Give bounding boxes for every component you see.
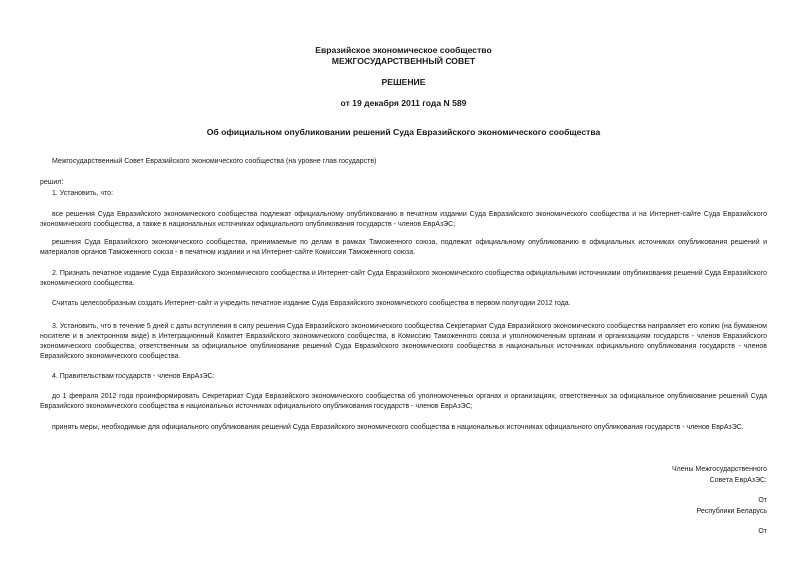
paragraph-2a: Считать целесообразным создать Интернет-сайт и учредить печатное издание Суда Евразийского экономического сообщества в первом полугодии 2012 года. (52, 300, 571, 307)
org-name: Евразийское экономическое сообщество (315, 45, 492, 55)
members-line-1: Члены Межгосударственного (672, 466, 767, 473)
paragraph-4a: до 1 февраля 2012 года проинформировать Секретариат Суда Евразийского экономического сообщества об уполномоченных органах и организациях, ответственных за официальное опубликование решений Суда Евразийского экономического сообщества в национальных источниках официального опубликования государств - членов ЕврАзЭС; (40, 393, 767, 410)
paragraph-1a: все решения Суда Евразийского экономического сообщества подлежат официальному опубликованию в печатном издании Суда Евразийского экономического сообщества и на Интернет-сайте Суда Евразийского экономического сообщества, а также в национальных источниках официального опубликования государств - членов ЕврАзЭС; (40, 211, 767, 228)
doc-type: РЕШЕНИЕ (381, 77, 426, 87)
council-name: МЕЖГОСУДАРСТВЕННЫЙ СОВЕТ (331, 56, 476, 66)
paragraph-1b: решения Суда Евразийского экономического сообщества, принимаемые по делам в рамках Таможенного союза, подлежат официальному опубликованию в официальных источниках опубликования решений и материалов органов Таможенного союза - в печатном издании и на Интернет-сайте Комиссии Таможенного союза. (40, 239, 767, 256)
signature-from-2: От (758, 528, 767, 535)
signature-from-1: От (758, 497, 767, 504)
signature-country-1: Республики Беларусь (696, 508, 767, 515)
preamble: Межгосударственный Совет Евразийского экономического сообщества (на уровне глав государств) (52, 158, 377, 165)
doc-date: от 19 декабря 2011 года N 589 (340, 98, 467, 108)
members-line-2: Совета ЕврАзЭС: (709, 477, 767, 484)
paragraph-4b: принять меры, необходимые для официального опубликования решений Суда Евразийского экономического сообщества в национальных источниках официального опубликования государств - членов ЕврАзЭС. (52, 424, 744, 431)
paragraph-2: 2. Признать печатное издание Суда Евразийского экономического сообщества и Интернет-сайт Суда Евразийского экономического сообщества официальными источниками опубликования решений Суда Евразийского экономического сообщества. (40, 270, 767, 287)
paragraph-3: 3. Установить, что в течение 5 дней с даты вступления в силу решения Суда Евразийского экономического сообщества Секретариат Суда Евразийского экономического сообщества направляет его копию (на бумажном носителе и в электронном виде) в Интеграционный Комитет Евразийского экономического сообщества, в Комиссию Таможенного союза и уполномоченным органам и организациям государств - членов Евразийского экономического сообщества, ответственным за официальное опубликование решений Суда Евразийского экономического сообщества в национальных источниках официального опубликования государств - членов Евразийского экономического сообщества. (40, 323, 767, 360)
paragraph-4: 4. Правительствам государств - членов ЕврАзЭС: (52, 373, 215, 380)
doc-title: Об официальном опубликовании решений Суда Евразийского экономического сообщества (206, 127, 601, 137)
decided-label: решил: (40, 179, 64, 186)
paragraph-1: 1. Установить, что: (52, 190, 114, 197)
